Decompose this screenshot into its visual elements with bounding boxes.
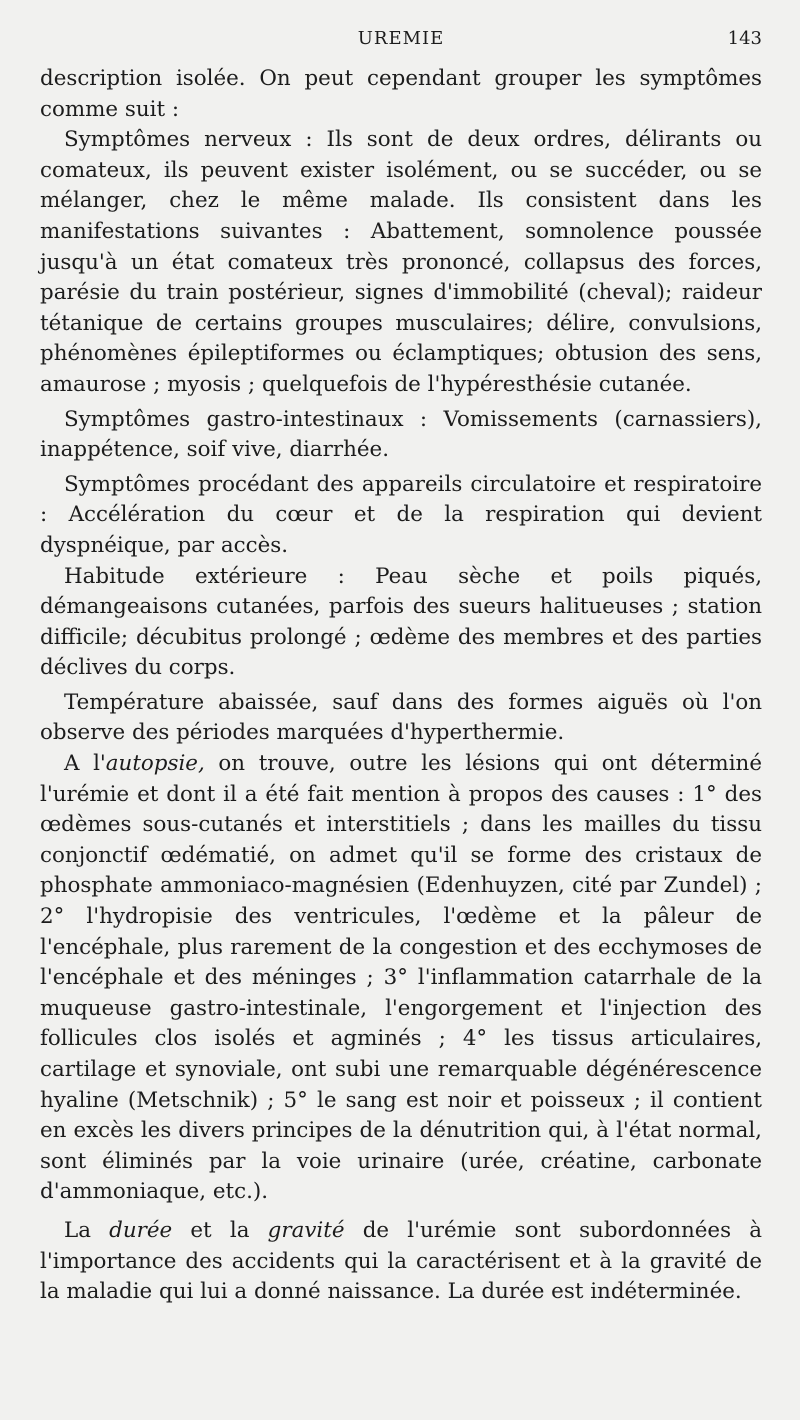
paragraph-gastro-symptoms: Symptômes gastro-intestinaux : Vomissements (carnassiers), inappétence, soif vive, diarrhée. [40, 406, 762, 463]
paragraph-autopsy [40, 749, 762, 1208]
paragraph-duration [40, 1216, 762, 1308]
page-number: 143 [727, 28, 762, 49]
autopsy-term: autopsie, [105, 751, 205, 777]
duration-text: de l'urémie sont subordonnées à l'importance des accidents qui la caractérisent et à la gravité de la maladie qui lui a donné naissance. La durée est indéterminée. [40, 1217, 763, 1305]
autopsy-lead: A l' [64, 751, 106, 777]
autopsy-text: on trouve, outre les lésions qui ont déterminé l'urémie et dont il a été fait mention à propos des causes : 1° des œdèmes sous-cutanés et interstitiels ; dans les mailles du tissu conjonctif œdématié, on admet qu'il se forme des cristaux de phosphate ammoniaco-magnésien (Edenhuyzen, cité par Zundel) ; 2° l'hydropisie des ventricules, l'œdème et la pâleur de l'encéphale, plus rarement de la congestion et des ecchymoses de l'encéphale et des méninges ; 3° l'inflammation catarrhale de la muqueuse gastro-intestinale, l'engorgement et l'injection des follicules clos isolés et agminés ; 4° les tissus articulaires, cartilage et synoviale, ont subi une remarquable dégénérescence hyaline (Metschnik) ; 5° le sang est noir et poisseux ; il contient en excès les divers principes de la dénutrition qui, à l'état normal, sont éliminés par la voie urinaire (urée, créatine, carbonate d'ammoniaque, etc.). [40, 751, 762, 1205]
paragraph-nervous-symptoms: Symptômes nerveux : Ils sont de deux ordres, délirants ou comateux, ils peuvent exister isolément, ou se succéder, ou se mélanger, chez le même malade. Ils consistent dans les manifestations suivantes : Abattement, somnolence poussée jusqu'à un état comateux très prononcé, collapsus des forces, parésie du train postérieur, signes d'immobilité (cheval); raideur tétanique de certains groupes musculaires; délire, convulsions, phénomènes épileptiformes ou éclamptiques; obtusion des sens, amaurose ; myosis ; quelquefois de l'hypéresthésie cutanée. [40, 127, 762, 397]
page-header [40, 28, 762, 52]
running-title: UREMIE [357, 28, 445, 49]
gravity-term: gravité [267, 1217, 345, 1243]
paragraph-external-habit: Habitude extérieure : Peau sèche et poils piqués, démangeaisons cutanées, parfois des sueurs halitueuses ; station difficile; décubitus prolongé ; œdème des membres et des parties déclives du corps. [40, 563, 762, 681]
duration-join: et la [172, 1217, 268, 1243]
paragraph-circulatory-symptoms: Symptômes procédant des appareils circulatoire et respiratoire : Accélération du cœur et de la respiration qui devient dyspnéique, par accès. [40, 471, 762, 558]
body-text [40, 64, 762, 1308]
duration-term: durée [109, 1217, 173, 1243]
paragraph-intro: description isolée. On peut cependant grouper les symptômes comme suit : [40, 66, 762, 122]
duration-lead: La [64, 1217, 110, 1243]
paragraph-temperature: Température abaissée, sauf dans des formes aiguës où l'on observe des périodes marquées d'hyperthermie. [40, 689, 762, 746]
